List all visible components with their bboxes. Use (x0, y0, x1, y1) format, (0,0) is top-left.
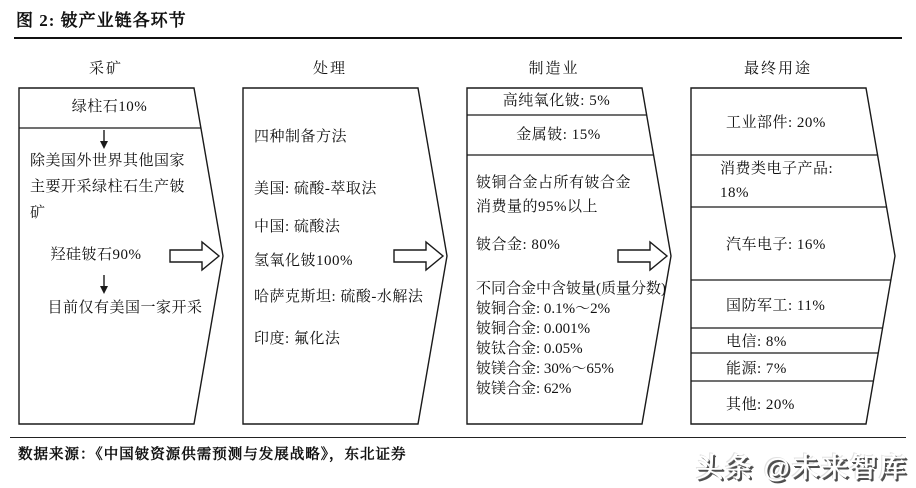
use-industrial-components: 工业部件: 20% (726, 114, 826, 131)
stage-end-uses (690, 55, 896, 430)
alloy-item: 铍铜合金: 0.1%～2% (476, 301, 611, 317)
mining-primary-ore: 绿柱石10% (71, 99, 148, 115)
mfg-beryllium-oxide: 高纯氧化铍: 5% (502, 93, 611, 109)
stage-manufacturing (466, 55, 672, 430)
figure-title: 图 2: 铍产业链各环节 (16, 11, 187, 30)
use-other: 其他: 20% (726, 396, 795, 413)
mining-note: 目前仅有美国一家开采 (47, 300, 203, 316)
mfg-alloy-list (476, 299, 614, 399)
stage-end-uses-box (690, 87, 896, 425)
processing-line-methods: 四种制备方法 (254, 129, 348, 145)
use-consumer-electronics-text: 消费类电子产品: 18% (720, 161, 834, 201)
stage-manufacturing-label: 制造业 (528, 61, 580, 77)
use-defense-military: 国防军工: 11% (726, 297, 826, 314)
stage-processing-label: 处理 (312, 61, 347, 77)
footer-rule (10, 437, 906, 438)
alloy-item: 铍铜合金: 0.001% (476, 321, 591, 337)
mfg-description: 铍铜合金占所有铍合金消费量的95%以上 (476, 175, 632, 215)
stage-mining-box (18, 87, 224, 425)
stage-mining-label: 采矿 (88, 61, 123, 77)
watermark-toutiao: 头条 @未来智库 (696, 453, 908, 483)
processing-line-india: 印度: 氟化法 (254, 331, 341, 347)
use-telecom: 电信: 8% (726, 334, 787, 350)
processing-line-kazakhstan: 哈萨克斯坦: 硫酸-水解法 (254, 289, 424, 305)
processing-line-china: 中国: 硫酸法 (254, 219, 341, 235)
mfg-alloy-total: 铍合金: 80% (476, 237, 561, 253)
processing-line-usa: 美国: 硫酸-萃取法 (254, 181, 377, 197)
stage-processing (242, 55, 448, 430)
title-rule (14, 37, 902, 39)
stage-manufacturing-box (466, 87, 672, 425)
alloy-item: 铍镁合金: 30%～65% (476, 361, 614, 377)
mining-description: 除美国外世界其他国家主要开采绿柱石生产铍矿 (30, 153, 186, 221)
alloy-item: 铍钛合金: 0.05% (476, 341, 583, 357)
stage-end-uses-label: 最终用途 (743, 61, 812, 77)
use-energy: 能源: 7% (726, 360, 787, 377)
alloy-item: 铍镁合金: 62% (476, 381, 572, 397)
use-automotive-electronics: 汽车电子: 16% (726, 237, 826, 253)
use-consumer-electronics (690, 155, 890, 207)
stage-processing-box (242, 87, 448, 425)
mfg-alloy-header: 不同合金中含铍量(质量分数) (476, 281, 666, 297)
data-source-note: 数据来源：《中国铍资源供需预测与发展战略》，东北证券 (18, 447, 407, 463)
mfg-beryllium-metal: 金属铍: 15% (516, 127, 601, 143)
processing-line-hydroxide: 氢氧化铍100% (254, 253, 353, 269)
stage-mining (18, 55, 224, 430)
mining-secondary-ore: 羟硅铍石90% (50, 247, 142, 263)
